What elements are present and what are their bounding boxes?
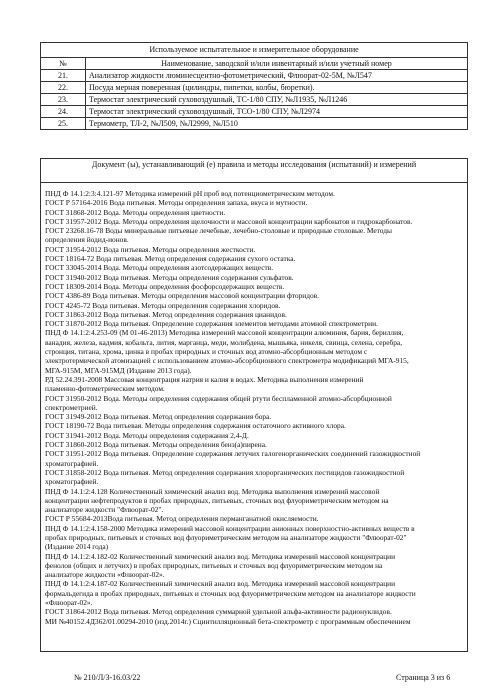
row-number: 23. bbox=[41, 94, 86, 106]
method-line: ГОСТ 33045-2014 Вода. Методы определения азотсодержащих веществ. bbox=[45, 263, 274, 273]
method-line: хроматографией. bbox=[45, 477, 99, 487]
method-line: МГА-915М, МГА-915МД (Издание 2013 года). bbox=[45, 365, 192, 375]
table-row bbox=[41, 70, 468, 82]
method-line: (Издание 2014 года) bbox=[45, 542, 109, 552]
method-line: ГОСТ 4245-72 Вода питьевая. Методы определения содержания хлоридов. bbox=[45, 300, 281, 310]
row-number: 24. bbox=[41, 106, 86, 118]
row-name: Посуда мерная поверенная (цилиндры, пипетки, колбы, бюретки). bbox=[86, 82, 468, 94]
method-line: «Флюорат-02». bbox=[45, 598, 93, 608]
method-line: ГОСТ 18309-2014 Вода. Методы определения фосфорсодержащих веществ. bbox=[45, 281, 285, 291]
method-line: ГОСТ 31864-2012 Вода питьевая. Метод определения суммарной удельной альфа-активности радионуклидов. bbox=[45, 607, 392, 617]
table-row bbox=[41, 82, 468, 94]
page-number: Страница 3 из 6 bbox=[396, 673, 451, 682]
method-line: ГОСТ Р 57164-2016 Вода питьевая. Методы определения запаха, вкуса и мутности. bbox=[45, 198, 308, 208]
method-line: анализаторе жидкости "Флюорат-02". bbox=[45, 505, 164, 515]
method-line: фенолов (общих и летучих) в пробах природных, питьевых и сточных вод флуориметрическим методом на bbox=[45, 560, 383, 570]
method-line: ПНД Ф 14.1:2:3:4.121-97 Методика измерений рН проб вод потенциометрическим методом. bbox=[45, 189, 335, 198]
method-line: ГОСТ 31863-2012 Вода питьевая. Метод определения содержания цианидов. bbox=[45, 309, 287, 319]
method-line: ПНД Ф 14.1:2:4.182-02 Количественный химический анализ вод. Методика измерений массовой концентрации bbox=[45, 551, 396, 561]
method-line: электротермической атомизацией с использованием атомно-абсорбционного спектрометра модификаций МГА-915, bbox=[45, 356, 409, 366]
method-line: ГОСТ 31957-2012 Вода. Методы определения щелочности и массовой концентрации карбонатов и гидрокарбонатов. bbox=[45, 216, 413, 226]
table-row bbox=[41, 106, 468, 118]
method-line: анализаторе жидкости «Флюорат-02». bbox=[45, 570, 165, 580]
method-line: пробах природных, питьевых и сточных вод флуориметрическим методом на анализаторе жидкости "Флюорат-02" bbox=[45, 532, 407, 542]
method-line: ГОСТ 31860-2012 Вода питьевая. Методы определения бенз(а)пирена. bbox=[45, 440, 267, 450]
method-line: определения йодид-ионов. bbox=[45, 235, 129, 245]
column-header-name: Наименование, заводской и/или инвентарный и/или учетный номер bbox=[86, 58, 468, 70]
row-name: Термостат электрический суховоздушный, ТС-1/80 СПУ, №Л1935, №Л1246 bbox=[86, 94, 468, 106]
method-line: ГОСТ 31950-2012 Вода. Методы определения содержания общей ртути беспламенной атомно-абсорбционной bbox=[45, 393, 392, 403]
method-line: ГОСТ 31858-2012 Вода питьевая. Метод определения содержания хлорорганических пестицидов газожидкостной bbox=[45, 467, 405, 477]
row-number: 21. bbox=[41, 70, 86, 82]
method-line: пламенно-фотометрическим методом. bbox=[45, 384, 165, 394]
method-line: ГОСТ 31940-2012 Вода питьевая. Методы определения содержания сульфатов. bbox=[45, 272, 294, 282]
method-line: ГОСТ 31870-2012 Вода питьевая. Определение содержания элементов методами атомной спектрометрии. bbox=[45, 319, 378, 329]
method-line: МИ №40152.4Д362/01.00294-2010 (изд.2014г.) Сцинтилляционный бета-спектрометр с программным обеспечением bbox=[45, 616, 411, 626]
method-line: ГОСТ 18190-72 Вода питьевая. Методы определения содержания остаточного активного хлора. bbox=[45, 421, 346, 431]
method-line: ГОСТ 31951-2012 Вода питьевая. Определение содержания летучих галогенорганических соединений газожидкостной bbox=[45, 449, 421, 459]
method-line: ПНД Ф 14.1:2:4.128 Количественный химический анализ вод. Методика выполнения измерений массовой bbox=[45, 486, 380, 496]
method-line: РД 52.24.391-2008 Массовая концентрация натрия и калия в водах. Методика выполнения измерений bbox=[45, 374, 364, 384]
method-line: ГОСТ Р 55684-2013Вода питьевая. Метод определения перманганатной окисляемости. bbox=[45, 514, 319, 524]
method-line: стронция, титана, хрома, цинка в пробах природных и сточных вод атомно-абсорбционным методом с bbox=[45, 347, 368, 357]
row-number: 22. bbox=[41, 82, 86, 94]
table-row bbox=[41, 118, 468, 130]
method-line: ГОСТ 18164-72 Вода питьевая. Метод определения содержания сухого остатка. bbox=[45, 254, 296, 264]
method-line: ГОСТ 23268.16-78 Воды минеральные питьевые лечебные, лечебно-столовые и природные столовые. Методы bbox=[45, 226, 392, 236]
equipment-title: Используемое испытательное и измерительное оборудование bbox=[41, 43, 468, 58]
table-row bbox=[41, 94, 468, 106]
row-name: Анализатор жидкости люминесцентно-фотометрический, Флюорат-02-5М, №Л547 bbox=[86, 70, 468, 82]
methods-list bbox=[41, 183, 467, 626]
method-line: ГОСТ 31868-2012 Вода. Методы определения цветности. bbox=[45, 207, 226, 217]
column-header-number: № bbox=[41, 58, 86, 70]
equipment-table bbox=[40, 42, 468, 130]
method-line: спектрометрией. bbox=[45, 402, 98, 412]
method-line: ПНД Ф 14.1:2:4.187-02 Количественный химический анализ вод. Методика измерений массовой концентрации bbox=[45, 579, 396, 589]
method-line: хроматографией. bbox=[45, 458, 99, 468]
method-line: ГОСТ 31949-2012 Вода питьевая. Метод определения содержания бора. bbox=[45, 412, 272, 422]
document-number: № 210/Л/З-16.03/22 bbox=[74, 673, 141, 682]
row-name: Термостат электрический суховоздушный, ТСО-1/80 СПУ, №Л2974 bbox=[86, 106, 468, 118]
method-line: ГОСТ 4386-89 Вода питьевая. Методы определения массовой концентрации фторидов. bbox=[45, 291, 320, 301]
method-line: ПНД Ф 14.1:2:4.253-09 (М 01-46-2013) Методика измерений массовой концентрации алюминия, бария, бериллия, bbox=[45, 328, 404, 338]
row-number: 25. bbox=[41, 118, 86, 130]
method-line: ванадия, железа, кадмия, кобальта, лития, марганца, меди, молибдена, мышьяка, никеля, свинца, селена, серебра, bbox=[45, 337, 403, 347]
methods-section bbox=[40, 158, 468, 652]
method-line: концентрации нефтепродуктов в пробах природных, питьевых, сточных вод флуориметрическим методом на bbox=[45, 495, 389, 505]
method-line: ГОСТ 31941-2012 Вода. Методы определения содержания 2,4-Д. bbox=[45, 430, 249, 440]
method-line: формальдегида в пробах природных, питьевых и сточных вод флуориметрическим методом на анализаторе жидкости bbox=[45, 588, 416, 598]
method-line: ГОСТ 31954-2012 Вода питьевая. Методы определения жесткости. bbox=[45, 244, 256, 254]
row-name: Термометр, ТЛ-2, №Л509, №Л2999, №Л510 bbox=[86, 118, 468, 130]
method-line: ПНД Ф 14.1:2:4.158-2000 Методика измерений массовой концентрации анионных поверхностно-активных веществ в bbox=[45, 523, 415, 533]
methods-title: Документ (ы), устанавливающий (е) правила и методы исследования (испытаний) и измерений bbox=[41, 159, 467, 183]
